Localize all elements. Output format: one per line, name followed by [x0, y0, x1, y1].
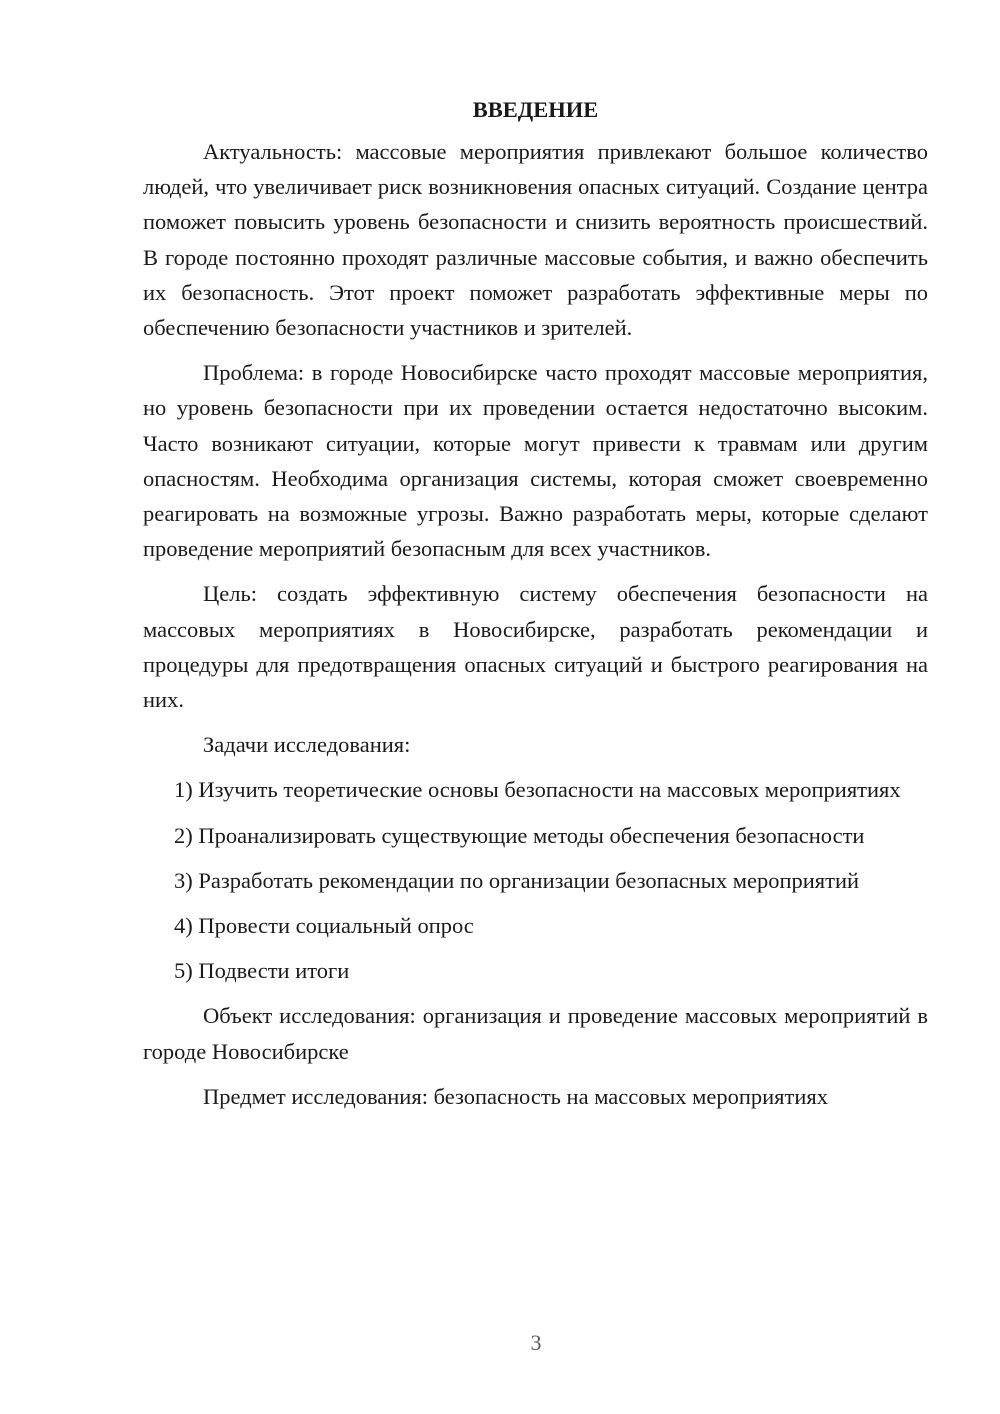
task-item: 5) Подвести итоги [174, 958, 350, 984]
paragraph-object: Объект исследования: организация и проведение массовых мероприятий в городе Новосибирске [143, 1003, 928, 1064]
section-title: ВВЕДЕНИЕ [472, 97, 599, 122]
task-item: 2) Проанализировать существующие методы обеспечения безопасности [174, 822, 865, 848]
page-content [143, 92, 928, 1124]
tasks-heading: Задачи исследования: [203, 732, 411, 758]
paragraph-problem: Проблема: в городе Новосибирске часто проходят массовые мероприятия, но уровень безопасности при их проведении остается недостаточно высоким. Часто возникают ситуации, которые могут привести к травмам или другим опасностям. Необходима организация системы, которая сможет своевременно реагировать на возможные угрозы. Важно разработать меры, которые сделают проведение мероприятий безопасным для всех участников. [143, 360, 928, 562]
tasks-list [143, 772, 928, 988]
paragraph-subject: Предмет исследования: безопасность на массовых мероприятиях [203, 1083, 829, 1109]
task-item: 3) Разработать рекомендации по организации безопасных мероприятий [174, 867, 860, 893]
task-item: 4) Провести социальный опрос [174, 913, 474, 939]
task-item: 1) Изучить теоретические основы безопасности на массовых мероприятиях [174, 777, 901, 803]
paragraph-goal: Цель: создать эффективную систему обеспечения безопасности на массовых мероприятиях в Новосибирске, разработать рекомендации и процедуры для предотвращения опасных ситуаций и быстрого реагирования на них. [143, 581, 928, 713]
paragraph-relevance: Актуальность: массовые мероприятия привлекают большое количество людей, что увеличивает риск возникновения опасных ситуаций. Создание центра поможет повысить уровень безопасности и снизить вероятность происшествий. В городе постоянно проходят различные массовые события, и важно обеспечить их безопасность. Этот проект поможет разработать эффективные меры по обеспечению безопасности участников и зрителей. [143, 139, 928, 341]
page-number: 3 [530, 1330, 542, 1355]
